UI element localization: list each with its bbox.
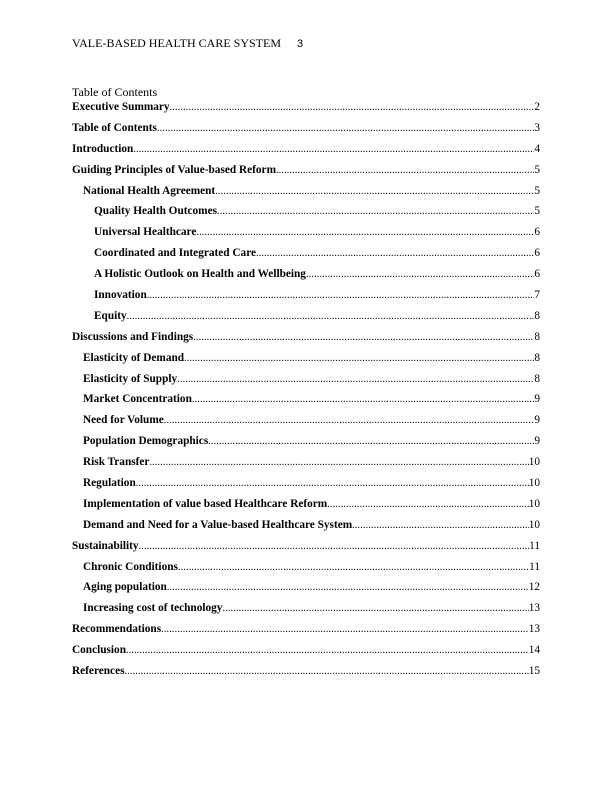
toc-entry-text[interactable]: Elasticity of Supply (83, 372, 178, 385)
toc-entry-text[interactable]: Guiding Principles of Value-based Reform (72, 163, 276, 176)
toc-leader-dots (124, 666, 528, 677)
toc-leader-dots (217, 206, 534, 217)
toc-entry-text[interactable]: Executive Summary (72, 101, 170, 113)
toc-leader-dots (167, 582, 529, 593)
toc-entry[interactable] (72, 414, 540, 435)
toc-leader-dots (170, 102, 535, 113)
toc-entry-page: 3 (534, 121, 540, 134)
toc-entry-page: 10 (528, 477, 540, 490)
toc-entry[interactable] (72, 456, 540, 477)
toc-entry[interactable] (72, 498, 540, 519)
toc-entry-page: 6 (534, 247, 540, 260)
toc-entry-page: 14 (528, 644, 540, 657)
toc-entry[interactable] (72, 602, 540, 623)
toc-leader-dots (208, 436, 534, 447)
toc-leader-dots (147, 290, 535, 301)
toc-entry-page: 9 (534, 393, 540, 406)
toc-entry[interactable] (72, 373, 540, 394)
toc-entry-text[interactable]: Introduction (72, 142, 134, 155)
toc-entry-page: 9 (534, 435, 540, 448)
toc-entry-page: 12 (528, 581, 540, 594)
toc-entry-text[interactable]: Elasticity of Demand (83, 351, 185, 364)
toc-leader-dots (126, 645, 529, 656)
toc-leader-dots (306, 269, 534, 280)
toc-entry-text[interactable]: Universal Healthcare (94, 226, 197, 239)
toc-entry[interactable] (72, 623, 540, 644)
toc-entry-text[interactable]: Market Concentration (83, 393, 192, 406)
toc-leader-dots (136, 478, 529, 489)
toc-entry[interactable] (72, 331, 540, 352)
toc-entry-text[interactable]: Implementation of value based Healthcare Reform (83, 497, 328, 510)
toc-leader-dots (127, 311, 535, 322)
header-page-number: 3 (297, 38, 304, 50)
toc-title: Table of Contents (72, 85, 158, 99)
toc-entry[interactable] (72, 581, 540, 602)
toc-leader-dots (327, 499, 528, 510)
toc-entry[interactable] (72, 477, 540, 498)
toc-entry-text[interactable]: Recommendations (72, 623, 162, 636)
toc-entry[interactable] (72, 101, 540, 122)
toc-entry-text[interactable]: Increasing cost of technology (83, 602, 223, 615)
toc-entry[interactable] (72, 185, 540, 206)
toc-entry-page: 10 (528, 518, 540, 531)
toc-leader-dots (161, 624, 529, 635)
toc-entry[interactable] (72, 247, 540, 268)
toc-entry-page: 10 (528, 456, 540, 469)
toc-entry-page: 8 (534, 351, 540, 364)
toc-entry-page: 8 (534, 372, 540, 385)
toc-entry-text[interactable]: Risk Transfer (83, 456, 150, 469)
toc-leader-dots (157, 123, 534, 134)
toc-entry-page: 15 (528, 665, 540, 678)
toc-leader-dots (139, 541, 530, 552)
toc-entry-text[interactable]: Regulation (83, 477, 136, 490)
running-header (72, 36, 303, 51)
table-of-contents (72, 101, 540, 686)
toc-entry-page: 2 (534, 101, 540, 113)
toc-entry[interactable] (72, 519, 540, 540)
toc-entry[interactable] (72, 561, 540, 582)
toc-entry-page: 11 (529, 560, 540, 573)
toc-entry-text[interactable]: References (72, 665, 125, 678)
toc-entry[interactable] (72, 143, 540, 164)
toc-leader-dots (215, 186, 534, 197)
toc-entry-page: 7 (534, 289, 540, 302)
toc-entry-text[interactable]: A Holistic Outlook on Health and Wellbeing (94, 268, 306, 281)
toc-leader-dots (222, 603, 528, 614)
toc-entry[interactable] (72, 122, 540, 143)
toc-entry-text[interactable]: Quality Health Outcomes (94, 205, 218, 218)
toc-entry[interactable] (72, 268, 540, 289)
toc-leader-dots (149, 457, 528, 468)
toc-entry-text[interactable]: Chronic Conditions (83, 560, 178, 573)
toc-entry-page: 10 (528, 497, 540, 510)
toc-entry-page: 6 (534, 226, 540, 239)
toc-entry-text[interactable]: Population Demographics (83, 435, 209, 448)
toc-entry[interactable] (72, 164, 540, 185)
toc-leader-dots (192, 394, 534, 405)
toc-leader-dots (164, 415, 535, 426)
toc-entry[interactable] (72, 352, 540, 373)
toc-entry[interactable] (72, 540, 540, 561)
toc-entry[interactable] (72, 393, 540, 414)
toc-entry-text[interactable]: National Health Agreement (83, 184, 216, 197)
toc-entry-text[interactable]: Equity (94, 309, 127, 322)
toc-entry-page: 13 (528, 602, 540, 615)
toc-entry-page: 5 (534, 184, 540, 197)
toc-entry[interactable] (72, 644, 540, 665)
toc-leader-dots (196, 227, 534, 238)
toc-entry-text[interactable]: Coordinated and Integrated Care (94, 247, 257, 260)
toc-leader-dots (276, 165, 534, 176)
toc-entry-text[interactable]: Need for Volume (83, 414, 164, 427)
toc-entry-text[interactable]: Innovation (94, 289, 147, 302)
toc-entry-text[interactable]: Aging population (83, 581, 167, 594)
toc-leader-dots (352, 520, 529, 531)
toc-entry[interactable] (72, 665, 540, 686)
toc-entry[interactable] (72, 226, 540, 247)
toc-entry[interactable] (72, 435, 540, 456)
toc-leader-dots (177, 374, 534, 385)
toc-entry[interactable] (72, 310, 540, 331)
toc-entry-text[interactable]: Discussions and Findings (72, 330, 194, 343)
toc-entry-text[interactable]: Table of Contents (72, 121, 157, 134)
toc-entry-page: 6 (534, 268, 540, 281)
toc-leader-dots (256, 248, 534, 259)
toc-entry-text[interactable]: Demand and Need for a Value-based Healthcare System (83, 518, 353, 531)
toc-entry-page: 9 (534, 414, 540, 427)
toc-entry-page: 8 (534, 330, 540, 343)
toc-entry-page: 5 (534, 205, 540, 218)
toc-entry-page: 13 (528, 623, 540, 636)
toc-entry-page: 5 (534, 163, 540, 176)
toc-leader-dots (133, 144, 534, 155)
toc-leader-dots (193, 332, 534, 343)
toc-leader-dots (178, 562, 529, 573)
toc-entry-text[interactable]: Conclusion (72, 644, 126, 657)
toc-entry-page: 11 (529, 539, 540, 552)
toc-leader-dots (184, 353, 534, 364)
header-title: VALE-BASED HEALTH CARE SYSTEM (72, 36, 282, 50)
toc-entry-text[interactable]: Sustainability (72, 539, 139, 552)
toc-entry-page: 4 (534, 142, 540, 155)
toc-entry-page: 8 (534, 309, 540, 322)
toc-entry[interactable] (72, 289, 540, 310)
toc-entry[interactable] (72, 205, 540, 226)
